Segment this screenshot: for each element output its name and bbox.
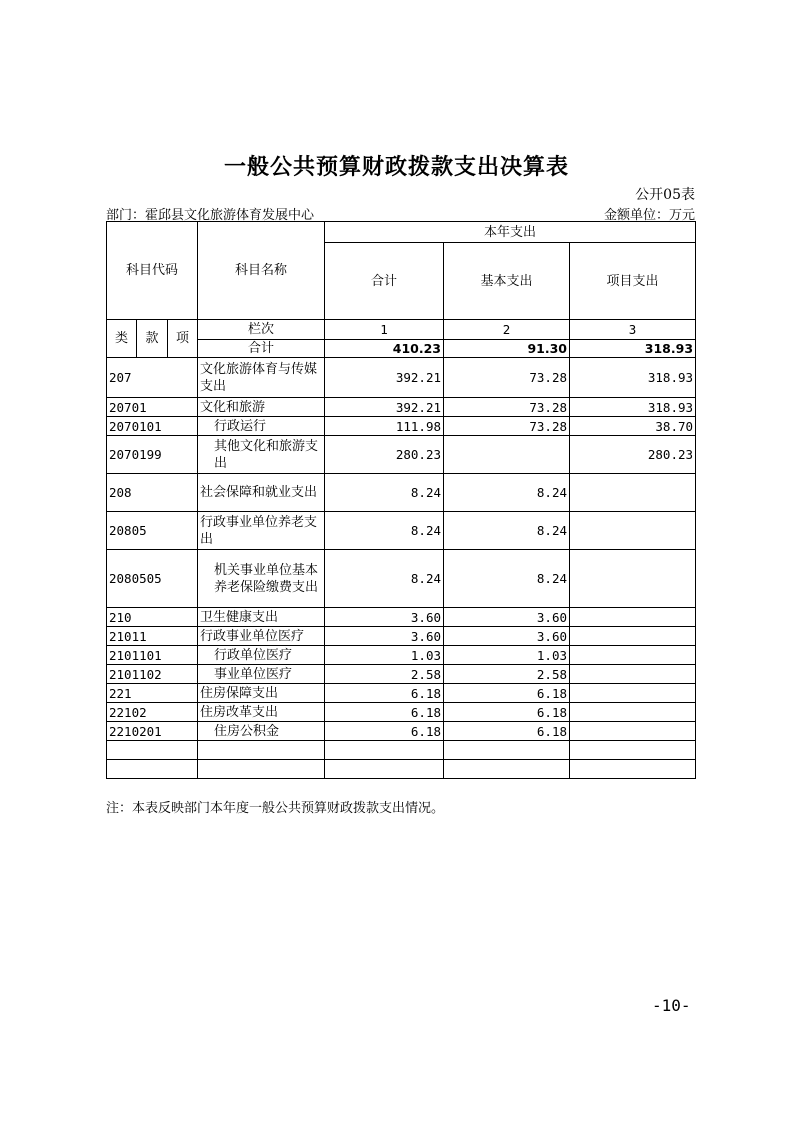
row-total: 8.24 — [325, 474, 444, 512]
row-code: 207 — [107, 358, 198, 398]
table-row — [107, 512, 696, 550]
row-project — [570, 512, 696, 550]
row-project — [570, 703, 696, 722]
row-name: 其他文化和旅游支出 — [198, 436, 325, 474]
form-number: 公开05表 — [635, 187, 695, 203]
header-this-year: 本年支出 — [325, 222, 696, 243]
unit-label: 金额单位：万元 — [603, 208, 695, 223]
header-lanci: 栏次 — [198, 320, 325, 340]
empty-cell — [444, 760, 570, 779]
row-total: 6.18 — [325, 722, 444, 741]
total-row-basic: 91.30 — [444, 340, 570, 358]
row-total: 8.24 — [325, 550, 444, 608]
row-basic: 8.24 — [444, 512, 570, 550]
row-project: 280.23 — [570, 436, 696, 474]
row-code: 2101101 — [107, 646, 198, 665]
row-project: 318.93 — [570, 398, 696, 417]
table-row — [107, 665, 696, 684]
header-project: 项目支出 — [570, 243, 696, 320]
empty-cell — [198, 760, 325, 779]
row-name: 文化和旅游 — [198, 398, 325, 417]
table-row — [107, 627, 696, 646]
row-code: 21011 — [107, 627, 198, 646]
header-kuan: 款 — [137, 320, 168, 358]
empty-cell — [325, 741, 444, 760]
row-total: 392.21 — [325, 398, 444, 417]
row-code: 2101102 — [107, 665, 198, 684]
row-total: 3.60 — [325, 627, 444, 646]
row-code: 2070199 — [107, 436, 198, 474]
table-row — [107, 722, 696, 741]
row-name: 住房改革支出 — [198, 703, 325, 722]
row-name: 行政事业单位养老支出 — [198, 512, 325, 550]
row-code: 2080505 — [107, 550, 198, 608]
row-basic: 73.28 — [444, 417, 570, 436]
header-xiang: 项 — [168, 320, 198, 358]
table-row — [107, 417, 696, 436]
row-name: 行政运行 — [198, 417, 325, 436]
row-project — [570, 646, 696, 665]
row-basic: 73.28 — [444, 398, 570, 417]
row-basic — [444, 436, 570, 474]
table-note: 注：本表反映部门本年度一般公共预算财政拨款支出情况。 — [106, 801, 445, 816]
table-row — [107, 684, 696, 703]
empty-cell — [198, 741, 325, 760]
row-code: 22102 — [107, 703, 198, 722]
row-basic: 8.24 — [444, 474, 570, 512]
table-row — [107, 646, 696, 665]
table-row — [107, 608, 696, 627]
table-row — [107, 436, 696, 474]
row-total: 280.23 — [325, 436, 444, 474]
row-name: 社会保障和就业支出 — [198, 474, 325, 512]
department-label: 部门：霍邱县文化旅游体育发展中心 — [106, 208, 315, 223]
empty-cell — [107, 760, 198, 779]
header-lei: 类 — [107, 320, 137, 358]
row-name: 住房公积金 — [198, 722, 325, 741]
row-name: 事业单位医疗 — [198, 665, 325, 684]
total-row-label: 合计 — [198, 340, 325, 358]
table-row — [107, 474, 696, 512]
table-body — [107, 358, 696, 779]
header-code: 科目代码 — [107, 222, 198, 320]
header-basic: 基本支出 — [444, 243, 570, 320]
row-project — [570, 474, 696, 512]
row-basic: 6.18 — [444, 722, 570, 741]
row-basic: 6.18 — [444, 684, 570, 703]
row-total: 6.18 — [325, 703, 444, 722]
total-row-project: 318.93 — [570, 340, 696, 358]
column-number-1: 1 — [325, 320, 444, 340]
page-number: -10- — [652, 996, 691, 1015]
row-project — [570, 684, 696, 703]
row-basic: 3.60 — [444, 627, 570, 646]
expenditure-table — [106, 221, 696, 779]
row-total: 8.24 — [325, 512, 444, 550]
row-basic: 2.58 — [444, 665, 570, 684]
row-name: 行政单位医疗 — [198, 646, 325, 665]
row-name: 文化旅游体育与传媒支出 — [198, 358, 325, 398]
row-basic: 8.24 — [444, 550, 570, 608]
empty-cell — [444, 741, 570, 760]
table-row — [107, 550, 696, 608]
empty-row — [107, 760, 696, 779]
header-total: 合计 — [325, 243, 444, 320]
table-row — [107, 358, 696, 398]
row-basic: 3.60 — [444, 608, 570, 627]
row-project: 318.93 — [570, 358, 696, 398]
empty-cell — [570, 741, 696, 760]
row-project — [570, 627, 696, 646]
row-total: 2.58 — [325, 665, 444, 684]
row-code: 210 — [107, 608, 198, 627]
page-title: 一般公共预算财政拨款支出决算表 — [223, 155, 569, 180]
row-code: 2070101 — [107, 417, 198, 436]
row-total: 1.03 — [325, 646, 444, 665]
row-basic: 6.18 — [444, 703, 570, 722]
row-total: 3.60 — [325, 608, 444, 627]
row-code: 20805 — [107, 512, 198, 550]
row-project — [570, 550, 696, 608]
header-name: 科目名称 — [198, 222, 325, 320]
total-row-total: 410.23 — [325, 340, 444, 358]
row-total: 111.98 — [325, 417, 444, 436]
row-code: 2210201 — [107, 722, 198, 741]
row-name: 卫生健康支出 — [198, 608, 325, 627]
empty-row — [107, 741, 696, 760]
row-project — [570, 722, 696, 741]
row-code: 208 — [107, 474, 198, 512]
empty-cell — [325, 760, 444, 779]
row-project — [570, 608, 696, 627]
column-number-3: 3 — [570, 320, 696, 340]
row-total: 6.18 — [325, 684, 444, 703]
row-code: 221 — [107, 684, 198, 703]
row-code: 20701 — [107, 398, 198, 417]
empty-cell — [570, 760, 696, 779]
row-basic: 1.03 — [444, 646, 570, 665]
row-total: 392.21 — [325, 358, 444, 398]
row-name: 机关事业单位基本养老保险缴费支出 — [198, 550, 325, 608]
table-row — [107, 703, 696, 722]
table-row — [107, 398, 696, 417]
row-basic: 73.28 — [444, 358, 570, 398]
row-project: 38.70 — [570, 417, 696, 436]
empty-cell — [107, 741, 198, 760]
row-name: 住房保障支出 — [198, 684, 325, 703]
column-number-2: 2 — [444, 320, 570, 340]
row-project — [570, 665, 696, 684]
row-name: 行政事业单位医疗 — [198, 627, 325, 646]
